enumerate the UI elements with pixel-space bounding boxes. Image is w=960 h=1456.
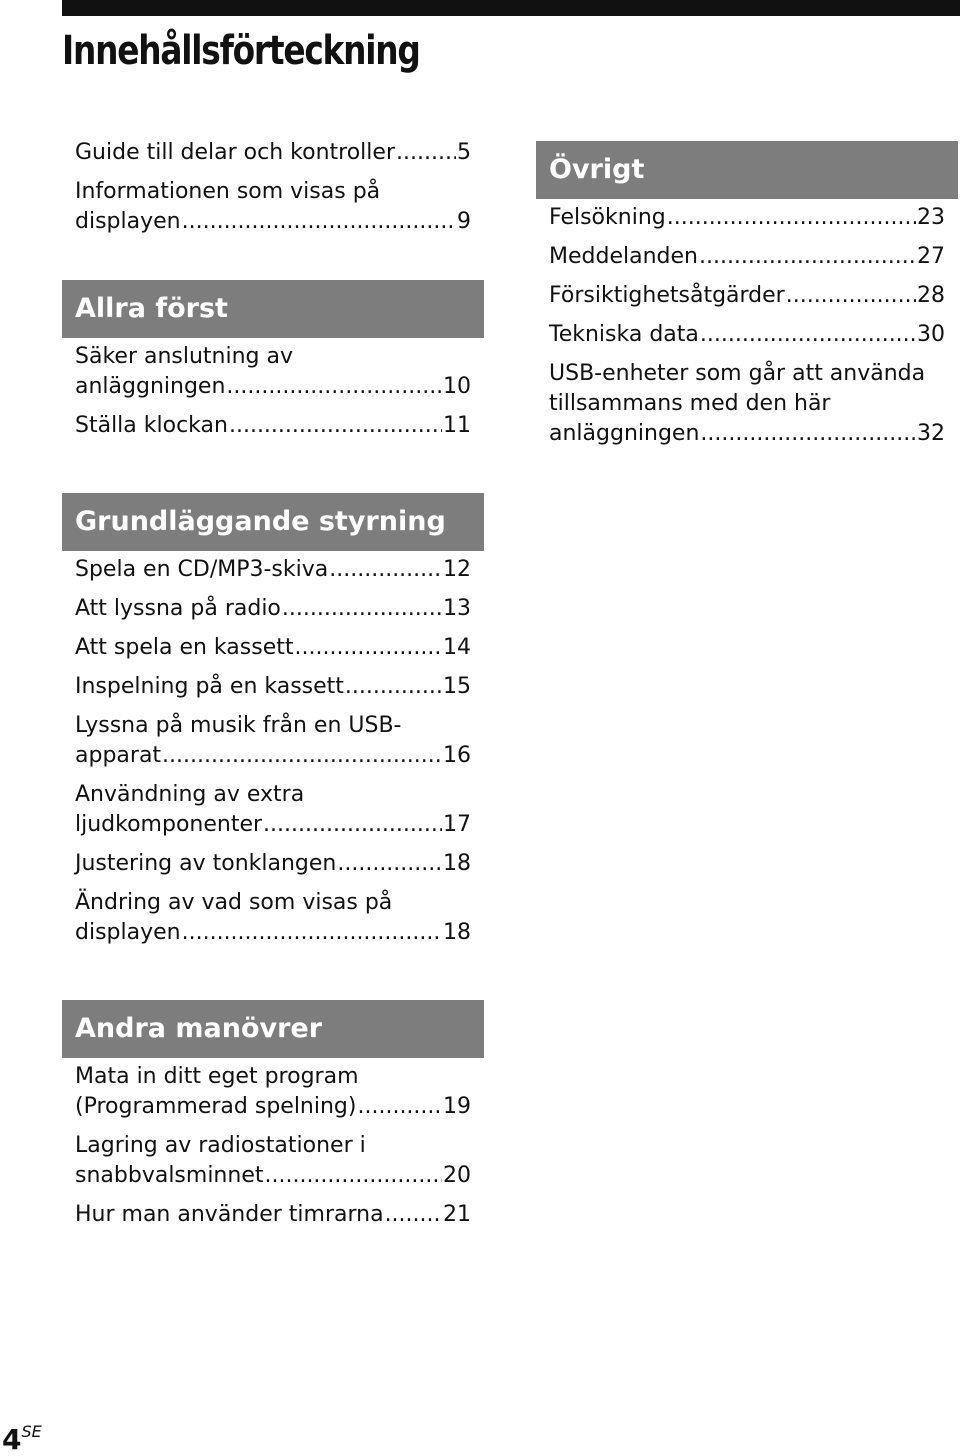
toc-entry-text: Mata in ditt eget program xyxy=(75,1064,359,1089)
toc-entry-row xyxy=(549,242,945,272)
dot-leader xyxy=(357,1092,442,1122)
toc-entry xyxy=(75,555,484,585)
toc-entry-page: 15 xyxy=(443,674,471,699)
toc-entry-text: tillsammans med den här xyxy=(549,391,831,416)
toc-entry-row xyxy=(75,672,471,702)
toc-entry-page: 11 xyxy=(443,413,471,438)
toc-entry-row xyxy=(75,633,471,663)
toc-entry xyxy=(75,888,484,948)
toc-entry-row xyxy=(549,203,945,233)
dot-leader xyxy=(282,594,442,624)
toc-entry-text: Lyssna på musik från en USB- xyxy=(75,713,402,738)
page-number-value: 4 xyxy=(2,1423,22,1456)
toc-entry xyxy=(549,281,958,311)
page-number-suffix: SE xyxy=(21,1422,42,1441)
toc-list xyxy=(62,134,484,237)
toc-entry-row xyxy=(549,281,945,311)
toc-entry-page: 5 xyxy=(457,140,471,165)
toc-entry-text: Felsökning xyxy=(549,205,666,230)
dot-leader xyxy=(182,918,442,948)
toc-entry-text: Säker anslutning av xyxy=(75,344,294,369)
dot-leader xyxy=(345,672,442,702)
toc-entry-text: Försiktighetsåtgärder xyxy=(549,283,785,308)
toc-entry xyxy=(75,1062,484,1122)
toc-entry-row xyxy=(549,419,945,449)
dot-leader xyxy=(700,320,916,350)
toc-entry-text: Inspelning på en kassett xyxy=(75,674,344,699)
dot-leader xyxy=(162,741,442,771)
toc-entry-text: Att spela en kassett xyxy=(75,635,294,660)
toc-entry-page: 13 xyxy=(443,596,471,621)
toc-entry-text: USB-enheter som går att använda xyxy=(549,361,926,386)
toc-entry xyxy=(549,320,958,350)
toc-entry-text: ljudkomponenter xyxy=(75,812,263,837)
toc-entry-row xyxy=(75,555,471,585)
toc-entry-text: Att lyssna på radio xyxy=(75,596,281,621)
toc-entry-page: 27 xyxy=(917,244,945,269)
toc-list xyxy=(62,551,484,948)
toc-entry-row xyxy=(75,594,471,624)
dot-leader xyxy=(700,419,916,449)
toc-entry-page: 30 xyxy=(917,322,945,347)
toc-entry-text: Användning av extra xyxy=(75,782,305,807)
toc-entry-row xyxy=(75,1092,471,1122)
toc-entry xyxy=(75,594,484,624)
top-rule xyxy=(62,0,960,16)
toc-intro xyxy=(62,134,484,246)
toc-entry xyxy=(75,711,484,771)
toc-entry-text: Spela en CD/MP3-skiva xyxy=(75,557,329,582)
dot-leader xyxy=(264,1161,442,1191)
dot-leader xyxy=(182,207,456,237)
toc-entry-page: 17 xyxy=(443,812,471,837)
toc-entry-page: 18 xyxy=(443,851,471,876)
toc-entry-text: Informationen som visas på xyxy=(75,179,381,204)
toc-entry xyxy=(75,1131,484,1191)
toc-entry-page: 20 xyxy=(443,1163,471,1188)
toc-entry-text: Meddelanden xyxy=(549,244,698,269)
toc-entry-text: (Programmerad spelning) xyxy=(75,1094,357,1119)
toc-entry-text: Hur man använder timrarna xyxy=(75,1202,384,1227)
dot-leader xyxy=(385,1200,442,1230)
toc-entry-row xyxy=(75,1200,471,1230)
section-header: Allra först xyxy=(62,280,484,338)
toc-entry xyxy=(75,1200,484,1230)
toc-entry-page: 19 xyxy=(443,1094,471,1119)
toc-entry xyxy=(75,633,484,663)
toc-entry xyxy=(549,203,958,233)
toc-entry-row xyxy=(75,138,471,168)
toc-entry-text: displayen xyxy=(75,209,181,234)
toc-entry-text: Lagring av radiostationer i xyxy=(75,1133,366,1158)
section-ovrigt xyxy=(536,141,958,458)
toc-entry-text: anläggningen xyxy=(549,421,700,446)
section-allra-forst xyxy=(62,280,484,450)
dot-leader xyxy=(786,281,916,311)
toc-entry xyxy=(549,242,958,272)
dot-leader xyxy=(699,242,916,272)
section-header: Grundläggande styrning xyxy=(62,493,484,551)
toc-entry-row xyxy=(75,741,471,771)
dot-leader xyxy=(337,849,442,879)
toc-entry xyxy=(75,411,484,441)
toc-entry-text: Ändring av vad som visas på xyxy=(75,890,393,915)
toc-entry-text: Tekniska data xyxy=(549,322,699,347)
toc-entry-page: 12 xyxy=(443,557,471,582)
dot-leader xyxy=(329,555,442,585)
toc-entry-page: 10 xyxy=(443,374,471,399)
toc-entry xyxy=(75,780,484,840)
toc-entry-page: 23 xyxy=(917,205,945,230)
toc-list xyxy=(62,338,484,441)
toc-entry-text: Guide till delar och kontroller xyxy=(75,140,395,165)
dot-leader xyxy=(263,810,442,840)
toc-entry-page: 9 xyxy=(457,209,471,234)
toc-entry xyxy=(75,342,484,402)
toc-entry-page: 21 xyxy=(443,1202,471,1227)
dot-leader xyxy=(229,411,442,441)
toc-list xyxy=(536,199,958,449)
toc-entry-text: displayen xyxy=(75,920,181,945)
section-andra-manovrer xyxy=(62,1000,484,1239)
toc-entry xyxy=(549,359,958,449)
toc-entry-page: 14 xyxy=(443,635,471,660)
toc-entry-text: Ställa klockan xyxy=(75,413,228,438)
page-number xyxy=(2,1416,42,1456)
dot-leader xyxy=(667,203,916,233)
toc-entry xyxy=(75,672,484,702)
toc-entry-row xyxy=(549,320,945,350)
toc-entry-row xyxy=(75,849,471,879)
dot-leader xyxy=(396,138,456,168)
toc-entry-page: 28 xyxy=(917,283,945,308)
toc-entry-page: 32 xyxy=(917,421,945,446)
section-header: Andra manövrer xyxy=(62,1000,484,1058)
dot-leader xyxy=(294,633,442,663)
toc-list xyxy=(62,1058,484,1230)
toc-entry-row xyxy=(75,1161,471,1191)
toc-entry-page: 16 xyxy=(443,743,471,768)
toc-entry-row xyxy=(75,918,471,948)
toc-entry-row xyxy=(75,372,471,402)
toc-entry-row xyxy=(75,207,471,237)
page-title: Innehållsförteckning xyxy=(62,28,420,74)
toc-entry-text: snabbvalsminnet xyxy=(75,1163,264,1188)
dot-leader xyxy=(226,372,442,402)
toc-entry-row xyxy=(75,810,471,840)
toc-entry-text: Justering av tonklangen xyxy=(75,851,337,876)
toc-entry-page: 18 xyxy=(443,920,471,945)
section-grundlaggande-styrning xyxy=(62,493,484,957)
section-header: Övrigt xyxy=(536,141,958,199)
toc-entry xyxy=(75,849,484,879)
toc-entry xyxy=(75,177,484,237)
toc-entry-row xyxy=(75,411,471,441)
toc-entry-text: anläggningen xyxy=(75,374,226,399)
toc-entry xyxy=(75,138,484,168)
toc-entry-text: apparat xyxy=(75,743,162,768)
